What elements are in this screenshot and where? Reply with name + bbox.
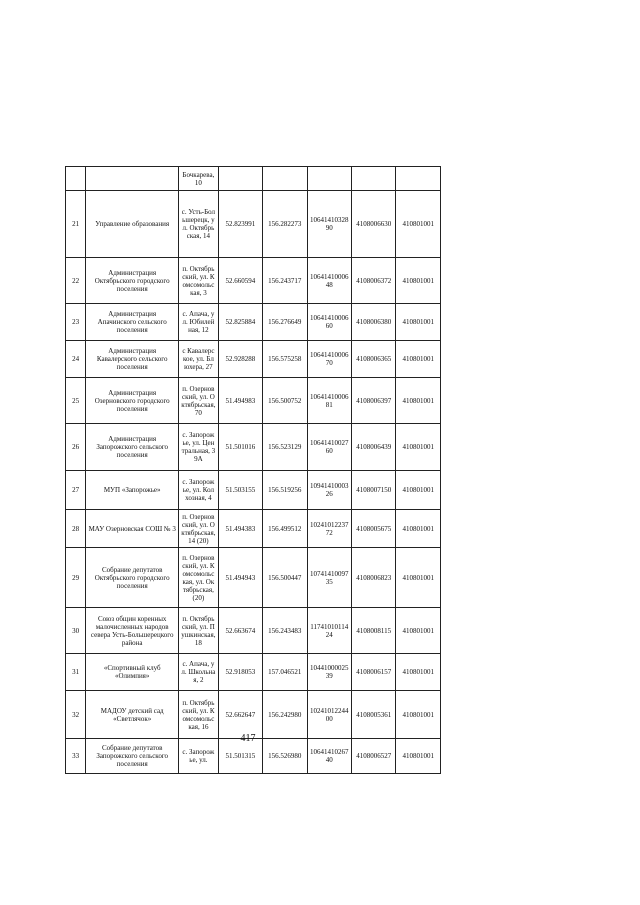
- num-cell: 25: [66, 378, 86, 424]
- lat-cell: 52.825884: [218, 304, 262, 341]
- okpo-cell: 4108006823: [352, 548, 396, 608]
- lon-cell: 157.046521: [263, 654, 307, 691]
- address-cell: с. Запорожье, ул.: [179, 739, 218, 774]
- lat-cell: 51.501315: [218, 739, 262, 774]
- lat-cell: 51.494383: [218, 510, 262, 548]
- table-row: [66, 548, 441, 608]
- okato-cell: 410801001: [396, 739, 441, 774]
- ogrn-cell: [307, 167, 351, 191]
- org-cell: МАДОУ детский сад «Светлячок»: [86, 691, 179, 739]
- org-cell: Управление образования: [86, 191, 179, 258]
- num-cell: [66, 167, 86, 191]
- lon-cell: 156.243483: [263, 608, 307, 654]
- okato-cell: 410801001: [396, 548, 441, 608]
- address-cell: Бочкарева, 10: [179, 167, 218, 191]
- num-cell: 26: [66, 424, 86, 471]
- org-cell: Собрание депутатов Октябрьского городского поселения: [86, 548, 179, 608]
- table-row: [66, 691, 441, 739]
- lon-cell: 156.519256: [263, 471, 307, 510]
- lon-cell: 156.500752: [263, 378, 307, 424]
- okpo-cell: 4108006439: [352, 424, 396, 471]
- okpo-cell: 4108005361: [352, 691, 396, 739]
- ogrn-cell: 1064141002760: [307, 424, 351, 471]
- table-row: [66, 258, 441, 304]
- org-cell: Союз общин коренных малочисленных народов севера Усть-Большерецкого района: [86, 608, 179, 654]
- table-row: [66, 378, 441, 424]
- okato-cell: 410801001: [396, 471, 441, 510]
- ogrn-cell: 1024101223772: [307, 510, 351, 548]
- num-cell: 27: [66, 471, 86, 510]
- lon-cell: 156.500447: [263, 548, 307, 608]
- address-cell: с Кавалерское, ул. Блюхера, 27: [179, 341, 218, 378]
- okpo-cell: 4108006372: [352, 258, 396, 304]
- table-row: [66, 654, 441, 691]
- okpo-cell: 4108006527: [352, 739, 396, 774]
- okato-cell: 410801001: [396, 691, 441, 739]
- num-cell: 24: [66, 341, 86, 378]
- org-cell: МУП «Запорожье»: [86, 471, 179, 510]
- org-cell: Администрация Апачинского сельского поселения: [86, 304, 179, 341]
- address-cell: п. Озерновский, ул. Октябрьская, 14 (20): [179, 510, 218, 548]
- okato-cell: 410801001: [396, 341, 441, 378]
- org-cell: Администрация Запорожского сельского поселения: [86, 424, 179, 471]
- num-cell: 30: [66, 608, 86, 654]
- num-cell: 28: [66, 510, 86, 548]
- table-row: [66, 341, 441, 378]
- ogrn-cell: 1064141000660: [307, 304, 351, 341]
- okato-cell: 410801001: [396, 258, 441, 304]
- ogrn-cell: 1024101224400: [307, 691, 351, 739]
- ogrn-cell: 1074141009735: [307, 548, 351, 608]
- address-cell: с. Запорожье, ул. Центральная, 39А: [179, 424, 218, 471]
- address-cell: с. Усть-Большерецк, ул. Октябрьская, 14: [179, 191, 218, 258]
- org-cell: Администрация Кавалерского сельского поселения: [86, 341, 179, 378]
- org-cell: Администрация Октябрьского городского поселения: [86, 258, 179, 304]
- okato-cell: 410801001: [396, 510, 441, 548]
- org-cell: Собрание депутатов Запорожского сельского поселения: [86, 739, 179, 774]
- ogrn-cell: 1064141000681: [307, 378, 351, 424]
- lon-cell: 156.242980: [263, 691, 307, 739]
- okato-cell: 410801001: [396, 378, 441, 424]
- lat-cell: [218, 167, 262, 191]
- lat-cell: 52.918053: [218, 654, 262, 691]
- lat-cell: 52.823991: [218, 191, 262, 258]
- lon-cell: 156.499512: [263, 510, 307, 548]
- address-cell: с. Запорожье, ул. Колхозная, 4: [179, 471, 218, 510]
- lat-cell: 51.503155: [218, 471, 262, 510]
- ogrn-cell: 1044100002539: [307, 654, 351, 691]
- lat-cell: 52.660594: [218, 258, 262, 304]
- num-cell: 22: [66, 258, 86, 304]
- ogrn-cell: 1094141000326: [307, 471, 351, 510]
- lon-cell: 156.282273: [263, 191, 307, 258]
- lon-cell: [263, 167, 307, 191]
- ogrn-cell: 1174101011424: [307, 608, 351, 654]
- num-cell: 29: [66, 548, 86, 608]
- org-cell: Администрация Озерновского городского поселения: [86, 378, 179, 424]
- registry-table: [65, 166, 441, 774]
- lon-cell: 156.276649: [263, 304, 307, 341]
- okpo-cell: 4108006380: [352, 304, 396, 341]
- okato-cell: 410801001: [396, 654, 441, 691]
- ogrn-cell: 1064141000670: [307, 341, 351, 378]
- org-cell: МАУ Озерновская СОШ № 3: [86, 510, 179, 548]
- lon-cell: 156.523129: [263, 424, 307, 471]
- okpo-cell: 4108007150: [352, 471, 396, 510]
- okpo-cell: 4108005675: [352, 510, 396, 548]
- ogrn-cell: 1064141000648: [307, 258, 351, 304]
- address-cell: п. Октябрьский, ул. Комсомольская, 3: [179, 258, 218, 304]
- table-row: [66, 424, 441, 471]
- okato-cell: 410801001: [396, 304, 441, 341]
- table-row: [66, 510, 441, 548]
- address-cell: с. Апача, ул. Школьная, 2: [179, 654, 218, 691]
- address-cell: п. Октябрьский, ул. Пушкинская, 18: [179, 608, 218, 654]
- okato-cell: 410801001: [396, 191, 441, 258]
- lat-cell: 51.494943: [218, 548, 262, 608]
- num-cell: 32: [66, 691, 86, 739]
- num-cell: 23: [66, 304, 86, 341]
- okpo-cell: [352, 167, 396, 191]
- table-row: [66, 191, 441, 258]
- address-cell: п. Озерновский, ул. Комсомольская, ул. Октябрьская, (20): [179, 548, 218, 608]
- lon-cell: 156.575258: [263, 341, 307, 378]
- okato-cell: 410801001: [396, 424, 441, 471]
- org-cell: «Спортивный клуб «Олимпия»: [86, 654, 179, 691]
- table-row-continuation: [66, 167, 441, 191]
- num-cell: 21: [66, 191, 86, 258]
- lon-cell: 156.243717: [263, 258, 307, 304]
- table-row: [66, 304, 441, 341]
- okpo-cell: 4108008115: [352, 608, 396, 654]
- lat-cell: 51.494983: [218, 378, 262, 424]
- num-cell: 31: [66, 654, 86, 691]
- address-cell: п. Озерновский, ул. Октябрьская, 70: [179, 378, 218, 424]
- okpo-cell: 4108006397: [352, 378, 396, 424]
- ogrn-cell: 1064141026740: [307, 739, 351, 774]
- okpo-cell: 4108006157: [352, 654, 396, 691]
- okato-cell: 410801001: [396, 608, 441, 654]
- okato-cell: [396, 167, 441, 191]
- address-cell: п. Октябрьский, ул. Комсомольская, 16: [179, 691, 218, 739]
- address-cell: с. Апача, ул. Юбилейная, 12: [179, 304, 218, 341]
- table-row: [66, 471, 441, 510]
- page-number: 417: [240, 733, 256, 744]
- lat-cell: 52.663674: [218, 608, 262, 654]
- num-cell: 33: [66, 739, 86, 774]
- lon-cell: 156.526980: [263, 739, 307, 774]
- okpo-cell: 4108006365: [352, 341, 396, 378]
- lat-cell: 52.928288: [218, 341, 262, 378]
- table-row: [66, 608, 441, 654]
- org-cell: [86, 167, 179, 191]
- lat-cell: 52.662647: [218, 691, 262, 739]
- lat-cell: 51.501016: [218, 424, 262, 471]
- ogrn-cell: 1064141032890: [307, 191, 351, 258]
- okpo-cell: 4108006630: [352, 191, 396, 258]
